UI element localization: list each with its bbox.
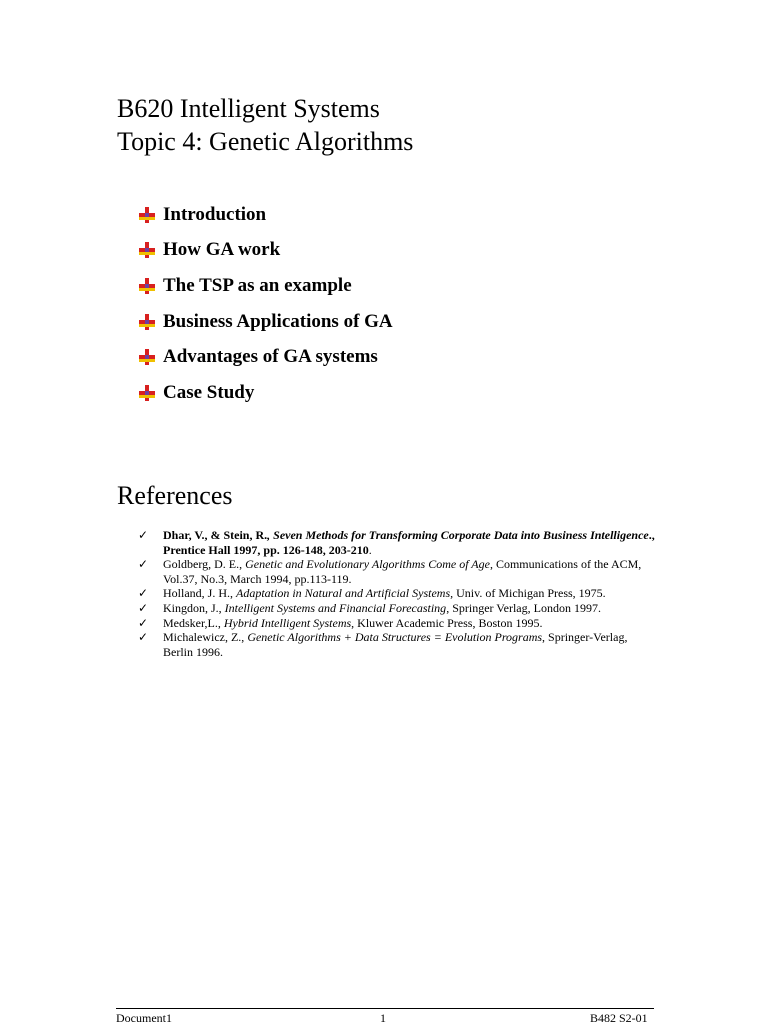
reference-details: , Communications of the ACM, Vol.37, No.3, March 1994, pp.113-119. [163, 557, 642, 586]
reference-item [138, 616, 658, 631]
topic-item [138, 304, 393, 340]
colored-cross-bullet-icon [138, 348, 156, 366]
topic-list [138, 197, 393, 411]
colored-cross-bullet-icon [138, 241, 156, 259]
topic-label: Case Study [163, 381, 255, 403]
topic-label: Introduction [163, 203, 267, 225]
reference-text [163, 557, 658, 586]
reference-end: . [368, 542, 372, 557]
topic-label: How GA work [163, 239, 281, 261]
checkmark-icon: ✓ [138, 586, 149, 601]
footer-course-code: B482 S2-01 [590, 1011, 648, 1025]
colored-cross-bullet-icon [138, 384, 156, 402]
reference-title: Genetic Algorithms + Data Structures = Evolution Programs [247, 630, 543, 645]
reference-details: ., Prentice Hall 1997, pp. 126-148, 203-210 [163, 528, 655, 557]
reference-text [163, 601, 658, 616]
checkmark-icon: ✓ [138, 600, 149, 615]
topic-item [138, 197, 393, 233]
colored-cross-bullet-icon [138, 313, 156, 331]
checkmark-icon: ✓ [138, 615, 149, 630]
colored-cross-bullet-icon [138, 277, 156, 295]
page-title [117, 92, 413, 158]
topic-label: The TSP as an example [163, 274, 352, 296]
reference-author: Goldberg, D. E., [163, 557, 246, 572]
footer-document-name: Document1 [116, 1011, 172, 1025]
reference-author: Kingdon, J., [163, 600, 225, 615]
reference-details: Univ. of Michigan Press, 1975. [453, 586, 606, 601]
reference-title: Adaptation in Natural and Artificial Systems, [236, 586, 454, 601]
reference-author: Michalewicz, Z., [163, 630, 248, 645]
footer-divider [116, 1008, 654, 1009]
reference-item [138, 601, 658, 616]
topic-item [138, 339, 393, 375]
reference-details: , Kluwer Academic Press, Boston 1995. [351, 615, 543, 630]
reference-text [163, 586, 658, 601]
reference-title: Genetic and Evolutionary Algorithms Come of Age [245, 557, 490, 572]
topic-item [138, 233, 393, 269]
reference-item [138, 557, 658, 586]
topic-label: Business Applications of GA [163, 310, 393, 332]
reference-item [138, 528, 658, 557]
reference-details: , Springer-Verlag, Berlin 1996. [163, 630, 628, 659]
reference-text [163, 616, 658, 631]
reference-author: Holland, J. H., [163, 586, 236, 601]
reference-text [163, 528, 658, 557]
reference-text [163, 630, 658, 659]
checkmark-icon: ✓ [138, 557, 149, 572]
reference-title: Intelligent Systems and Financial Forecasting [224, 600, 447, 615]
reference-list [138, 528, 658, 659]
topic-item [138, 268, 393, 304]
reference-item [138, 586, 658, 601]
checkmark-icon: ✓ [138, 630, 149, 645]
footer-page-number: 1 [380, 1011, 386, 1025]
reference-item [138, 630, 658, 659]
course-title: B620 Intelligent Systems [117, 94, 380, 123]
reference-details: , Springer Verlag, London 1997. [446, 600, 601, 615]
reference-author: Medsker,L., [163, 615, 224, 630]
topic-title: Topic 4: Genetic Algorithms [117, 127, 414, 156]
reference-title: , Seven Methods for Transforming Corporate Data into Business Intelligence [267, 528, 649, 542]
reference-title: Hybrid Intelligent Systems [223, 615, 352, 630]
colored-cross-bullet-icon [138, 206, 156, 224]
reference-author: Dhar, V., & Stein, R. [163, 528, 268, 542]
topic-label: Advantages of GA systems [163, 346, 378, 368]
checkmark-icon: ✓ [138, 528, 149, 542]
topic-item [138, 375, 393, 411]
references-heading: References [117, 481, 233, 510]
